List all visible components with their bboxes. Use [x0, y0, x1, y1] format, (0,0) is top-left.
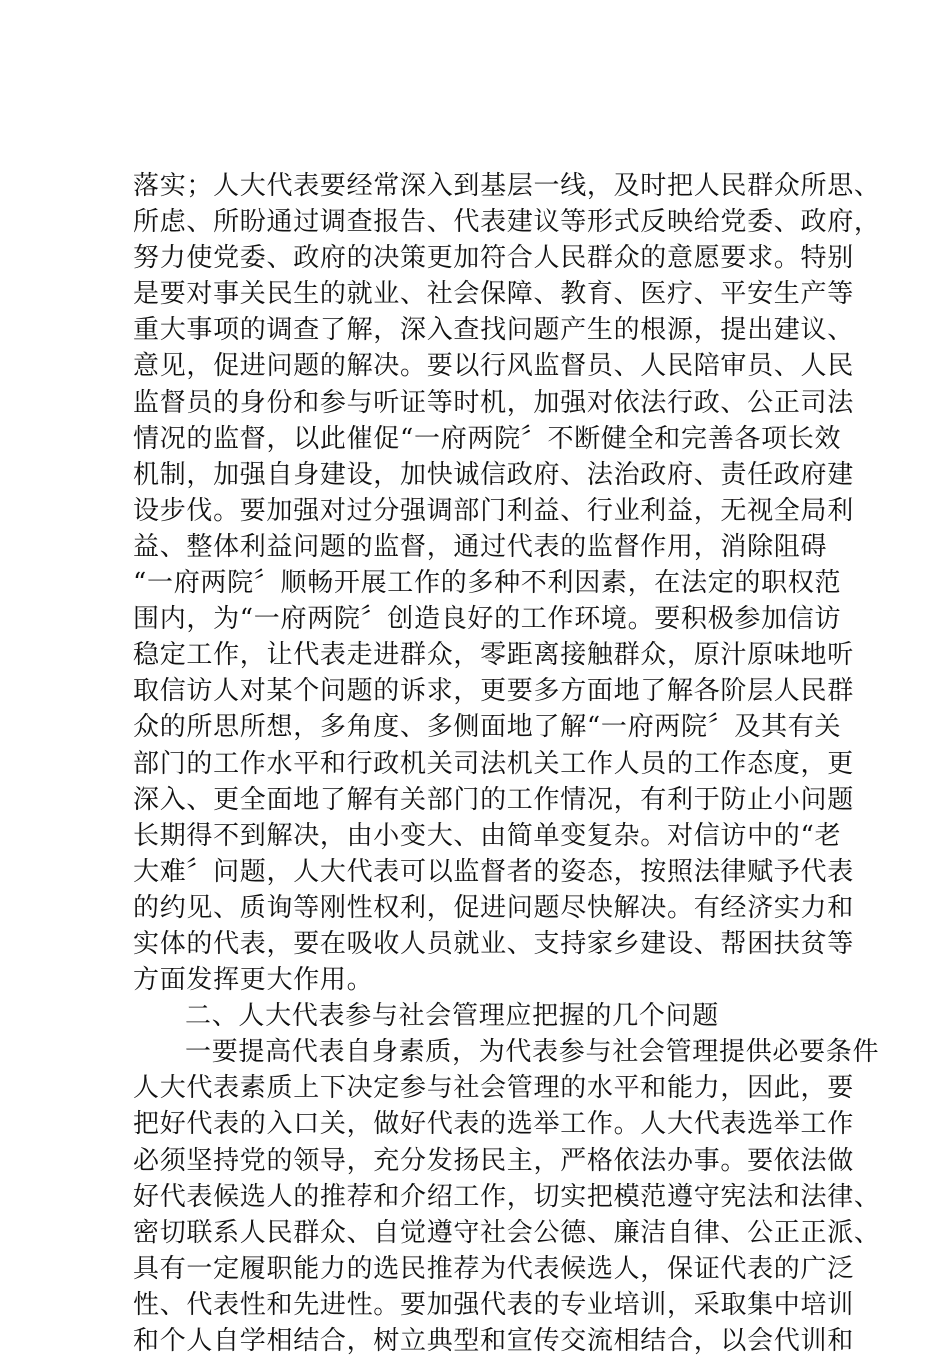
text-line: 意见，促进问题的解决。要以行风监督员、人民陪审员、人民 — [133, 351, 854, 382]
text-line: 具有一定履职能力的选民推荐为代表候选人，保证代表的广泛 — [133, 1253, 854, 1284]
text-line: 长期得不到解决，由小变大、由简单变复杂。对信访中的“老 — [133, 820, 842, 851]
text-line: 性、代表性和先进性。要加强代表的专业培训，采取集中培训 — [133, 1289, 854, 1320]
text-line: 益、整体利益问题的监督，通过代表的监督作用，消除阻碍 — [133, 531, 828, 562]
text-line: 人大代表素质上下决定参与社会管理的水平和能力，因此，要 — [133, 1073, 854, 1104]
text-line: 把好代表的入口关，做好代表的选举工作。人大代表选举工作 — [133, 1109, 854, 1140]
text-line: 好代表候选人的推荐和介绍工作，切实把模范遵守宪法和法律、 — [133, 1181, 881, 1212]
text-line: 机制，加强自身建设，加快诚信政府、法治政府、责任政府建 — [133, 459, 854, 490]
text-line: 众的所思所想，多角度、多侧面地了解“一府两院〞及其有关 — [133, 712, 842, 743]
body-text — [133, 168, 881, 1359]
text-line: 落实；人大代表要经常深入到基层一线，及时把人民群众所思、 — [133, 171, 881, 201]
text-line: 重大事项的调查了解，深入查找问题产生的根源，提出建议、 — [133, 315, 854, 346]
text-line: 所虑、所盼通过调查报告、代表建议等形式反映给党委、政府， — [133, 207, 881, 238]
text-line: 取信访人对某个问题的诉求，更要多方面地了解各阶层人民群 — [133, 676, 854, 707]
text-line: 围内，为“一府两院〞创造良好的工作环境。要积极参加信访 — [133, 604, 842, 635]
text-line: 大难〞问题，人大代表可以监督者的姿态，按照法律赋予代表 — [133, 856, 854, 887]
text-line: 密切联系人民群众、自觉遵守社会公德、廉洁自律、公正正派、 — [133, 1217, 881, 1248]
text-line: 深入、更全面地了解有关部门的工作情况，有利于防止小问题 — [133, 784, 854, 815]
text-line: 情况的监督，以此催促“一府两院〞不断健全和完善各项长效 — [133, 423, 842, 454]
text-line: “一府两院〞顺畅开展工作的多种不利因素，在法定的职权范 — [133, 568, 842, 599]
text-line: 的约见、质询等刚性权利，促进问题尽快解决。有经济实力和 — [133, 892, 854, 923]
text-line: 部门的工作水平和行政机关司法机关工作人员的工作态度，更 — [133, 748, 854, 779]
text-line: 方面发挥更大作用。 — [133, 965, 374, 996]
text-line: 和个人自学相结合，树立典型和宣传交流相结合，以会代训和 — [133, 1326, 854, 1356]
subsection-heading: 一要提高代表自身素质，为代表参与社会管理提供必要条件 — [185, 1037, 880, 1068]
text-line: 是要对事关民生的就业、社会保障、教育、医疗、平安生产等 — [133, 279, 854, 310]
text-line: 实体的代表，要在吸收人员就业、支持家乡建设、帮困扶贫等 — [133, 928, 854, 959]
text-line: 必须坚持党的领导，充分发扬民主，严格依法办事。要依法做 — [133, 1145, 854, 1176]
text-line: 设步伐。要加强对过分强调部门利益、行业利益，无视全局利 — [133, 495, 854, 526]
text-line: 稳定工作，让代表走进群众，零距离接触群众，原汁原味地听 — [133, 640, 854, 671]
text-line: 努力使党委、政府的决策更加符合人民群众的意愿要求。特别 — [133, 243, 854, 274]
section-heading: 二、人大代表参与社会管理应把握的几个问题 — [185, 1001, 720, 1032]
text-line: 监督员的身份和参与听证等时机，加强对依法行政、公正司法 — [133, 387, 854, 418]
